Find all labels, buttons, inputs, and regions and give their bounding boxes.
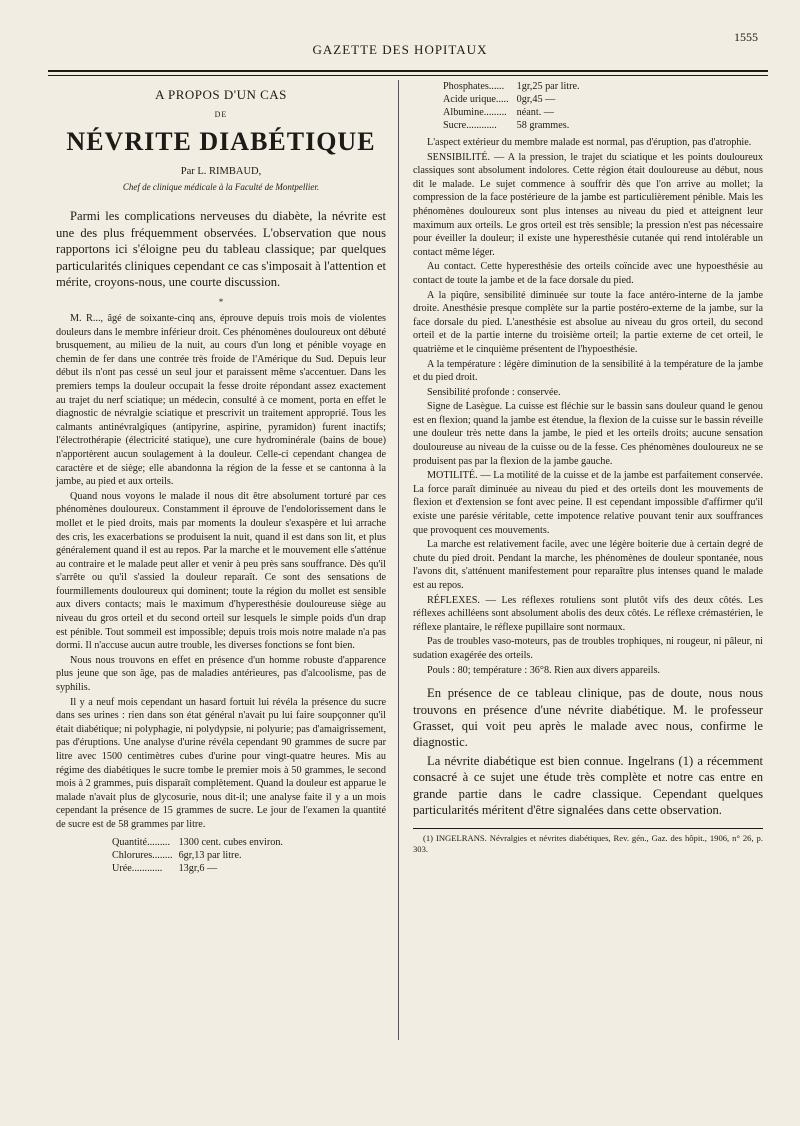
conclusion-paragraph: En présence de ce tableau clinique, pas de doute, nous nous trouvons en présence d'une névrite diabétique. M. le professeur Grasset, qui voit peu après le malade avec nous, confirme le diagnostic. bbox=[413, 686, 763, 750]
table-cell-value: 0gr,45 — bbox=[516, 94, 556, 105]
table-cell-label: Urée............ bbox=[112, 862, 163, 874]
article-kicker-de: DE bbox=[214, 109, 228, 119]
table-cell-value: 13gr,6 — bbox=[178, 862, 218, 874]
body-paragraph: MOTILITÉ. — La motilité de la cuisse et de la jambe est parfaitement conservée. La force paraît diminuée au niveau du pied et des orteils dont les mouvements de flexion et d'extension se font avec peine. Il est cependant impossible d'affirmer qu'il existe une parésie véritable, cette impotence relative pouvant tenir aux souffrances que provoquent ces mouvements. bbox=[413, 470, 763, 536]
column-divider bbox=[398, 80, 399, 1040]
footnote-rule bbox=[413, 828, 763, 829]
table-row bbox=[443, 106, 588, 119]
affiliation: Chef de clinique médicale à la Faculté de Montpellier. bbox=[122, 181, 320, 192]
table-row bbox=[112, 862, 289, 875]
conclusion-paragraph: La névrite diabétique est bien connue. Ingelrans (1) a récemment consacré à ce sujet une étude très complète et notre cas entre en grande partie dans le cadre classique. Cependant quelques particularités méritent d'être signalées dans cette observation. bbox=[413, 753, 763, 817]
body-paragraph: RÉFLEXES. — Les réflexes rotuliens sont plutôt vifs des deux côtés. Les réflexes achilléens sont absolument abolis des deux côtés. Le réflexe crémastérien, le réflexe plantaire, le réflexe pupillaire sont normaux. bbox=[413, 594, 763, 633]
urine-analysis-table-1 bbox=[112, 836, 289, 875]
body-paragraph: Sensibilité profonde : conservée. bbox=[427, 386, 561, 398]
lead-paragraph: Parmi les complications nerveuses du diabète, la névrite est une des plus fréquemment observées. L'observation que nous rapportons ici s'éloigne peu du tableau classique; par quelques particularités cliniques cependant ce cas s'imposait à l'attention et mérite, croyons-nous, une courte discussion. bbox=[56, 209, 386, 289]
body-paragraph: A la piqûre, sensibilité diminuée sur toute la face antéro-interne de la jambe droite. Anesthésie presque complète sur la partie postéro-externe de la jambe, sur la face dorsale du pied. L'anesthésie est absolue au niveau du gros orteil, du second orteil et de la partie interne du troisième orteil; la partie externe de cet orteil, le quatrième et le cinquième présentent de l'hypoesthésie. bbox=[413, 289, 763, 355]
table-row bbox=[112, 836, 289, 849]
body-paragraph: Il y a neuf mois cependant un hasard fortuit lui révéla la présence du sucre dans ses urines : rien dans son état général n'avait pu lui faire soupçonner qu'il était diabétique; ni polyphagie, ni polydypsie, ni polyurie; pas d'amaigrissement, pas d'éruptions. Une analyse d'urine révéla cependant 90 grammes de sucre par litre avec 1500 centimètres cubes d'urine pour vingt-quatre heures. Mis au régime des diabétiques le sucre tombe le premier mois à 50 grammes, le second mois à 2 grammes, puis disparaît complètement. Quand la douleur est apparue le malade n'avait plus de glycosurie, nous dit-il; une analyse faite il y a un mois cependant la présence de 15 grammes de sucre. Le jour de l'examen la quantité de sucre est de 58 grammes par litre. bbox=[56, 696, 386, 830]
table-cell-value: 6gr,13 par litre. bbox=[178, 849, 242, 861]
article-kicker: A PROPOS D'UN CAS bbox=[155, 87, 287, 102]
right-column bbox=[413, 80, 763, 855]
body-paragraph: Pouls : 80; température : 36°8. Rien aux divers appareils. bbox=[427, 664, 660, 676]
table-cell-label: Sucre............ bbox=[443, 120, 497, 131]
table-cell-value: néant. — bbox=[516, 107, 554, 118]
table-row bbox=[443, 93, 588, 106]
byline: Par L. RIMBAUD, bbox=[180, 166, 262, 178]
table-cell-label: Acide urique..... bbox=[443, 94, 509, 105]
table-cell-value: 1gr,25 par litre. bbox=[516, 81, 580, 92]
table-cell-value: 58 grammes. bbox=[516, 120, 570, 131]
table-cell-label: Phosphates...... bbox=[443, 81, 505, 92]
table-cell-label: Chlorures........ bbox=[112, 849, 173, 861]
body-paragraph: Pas de troubles vaso-moteurs, pas de troubles trophiques, ni rougeur, ni pâleur, ni sudation exagérée des orteils. bbox=[413, 636, 763, 661]
body-paragraph: A la température : légère diminution de la sensibilité à la température de la jambe et du pied droit. bbox=[413, 358, 763, 384]
urine-analysis-table-2 bbox=[443, 80, 588, 132]
article-title: NÉVRITE DIABÉTIQUE bbox=[66, 127, 376, 157]
table-cell-value: 1300 cent. cubes environ. bbox=[178, 836, 283, 848]
left-column bbox=[56, 88, 386, 879]
page-number: 1555 bbox=[734, 30, 758, 44]
table-row bbox=[443, 80, 588, 93]
body-paragraph: Signe de Lasègue. La cuisse est fléchie sur le bassin sans douleur quand le genou est en flexion; quand la jambe est étendue, la flexion de la cuisse sur le bassin réveille une douleur très nette dans la jambe, le pied et les orteils droits; aucune sensation douloureuse au niveau de la cuisse ou de la fesse. Ces phénomènes douloureux ne se produisent pas par la flexion de la jambe gauche. bbox=[413, 401, 763, 467]
body-paragraph: Au contact. Cette hyperesthésie des orteils coïncide avec une hypoesthésie au contact de toute la jambe et de la face dorsale du pied. bbox=[413, 261, 763, 286]
body-paragraph: La marche est relativement facile, avec une légère boiterie due à certain degré de chute du pied droit. Pendant la marche, les phénomènes de douleur spontanée, nous l'avons dit, s'atténuent manifestement pour reparaître plus intenses quand le malade est au repos. bbox=[413, 539, 763, 591]
header-rule-thin bbox=[48, 75, 768, 76]
running-header: GAZETTE DES HOPITAUX bbox=[312, 42, 488, 57]
table-row bbox=[443, 119, 588, 132]
body-paragraph: L'aspect extérieur du membre malade est normal, pas d'éruption, pas d'atrophie. bbox=[427, 137, 752, 148]
footnote: (1) INGELRANS. Névralgies et névrites diabétiques, Rev. gén., Gaz. des hôpit., 1906, n° 26, p. 303. bbox=[413, 833, 763, 855]
body-paragraph: Nous nous trouvons en effet en présence d'un homme robuste d'apparence plus jeune que son âge, pas de maladies antérieures, pas d'alcoolisme, pas de syphilis. bbox=[56, 654, 386, 694]
body-paragraph: M. R..., âgé de soixante-cinq ans, éprouve depuis trois mois de violentes douleurs dans le membre inférieur droit. Ces phénomènes douloureux ont débuté brusquement, au milieu de la nuit, au cours d'un long et pénible voyage en chemin de fer dans une contrée très froide de l'Amérique du Sud. Depuis leur début ils n'ont pas cessé un seul jour et paraissent même s'accentuer. Dans les premiers temps la douleur occupait la fesse droite répondant assez exactement au trajet du nerf sciatique; un médecin, consulté à ce moment, porta en effet le diagnostic de névralgie sciatique et prescrivit un traitement approprié. Tous les calmants antinévralgiques (antipyrine, aspirine, pyramidon) furent inactifs; l'électrothérapie (électricité statique), une cure hydrominérale (bains de boue) n'apportèrent aucun soulagement à la douleur. Celle-ci cependant changea de caractère et de siège; elle abandonna la région de la fesse et se cantonna à la jambe, au pied et aux orteils. bbox=[56, 313, 386, 488]
header-rule bbox=[48, 70, 768, 72]
table-cell-label: Quantité......... bbox=[112, 836, 171, 848]
body-paragraph: SENSIBILITÉ. — A la pression, le trajet du sciatique et les points douloureux classiques sont absolument indolores. Cette région était douloureuse au début, nous dit le malade. Le sujet commence à souffrir dès que l'on arrive au mollet; la compression de la face postérieure de la jambe est particulièrement pénible. Mais les phénomènes douloureux sont plus intenses au niveau du pied et atteignent leur maximum aux orteils. Le gros orteil est très sensible; la pression n'est pas nécessaire pour éveiller la douleur; il existe une hyperesthésie cutanée qui rend intolérable un contact même léger. bbox=[413, 151, 763, 258]
section-separator: * bbox=[218, 297, 224, 308]
table-row bbox=[112, 849, 289, 862]
body-paragraph: Quand nous voyons le malade il nous dit être absolument torturé par ces phénomènes douloureux. Constamment il éprouve de l'endolorissement dans le mollet et le pied droits, mais par moments la douleur s'exaspère et lui arrache des cris, les exacerbations se produisent la nuit, quand il est dans son lit, et plus généralement quand il est au repos. Par la marche et le mouvement elle s'atténue au contraire et le malade peut aller et venir à peu près sans souffrance. Dès qu'il s'arrête ou qu'il s'assied la douleur reparaît. Ce sont des sensations de fourmillements douloureux qui dominent; toute la région du mollet est sensible aux divers contacts; mais le maximum d'hyperesthésie douloureuse siège au niveau du gros orteil et du second orteil sur lesquels le simple poids d'un drap est pénible. Tout sommeil est impossible; depuis trois mois notre malade n'a pas dormi. Il n'accuse aucun autre trouble, les diverses fonctions se font bien. bbox=[56, 490, 386, 652]
table-cell-label: Albumine......... bbox=[443, 107, 507, 118]
